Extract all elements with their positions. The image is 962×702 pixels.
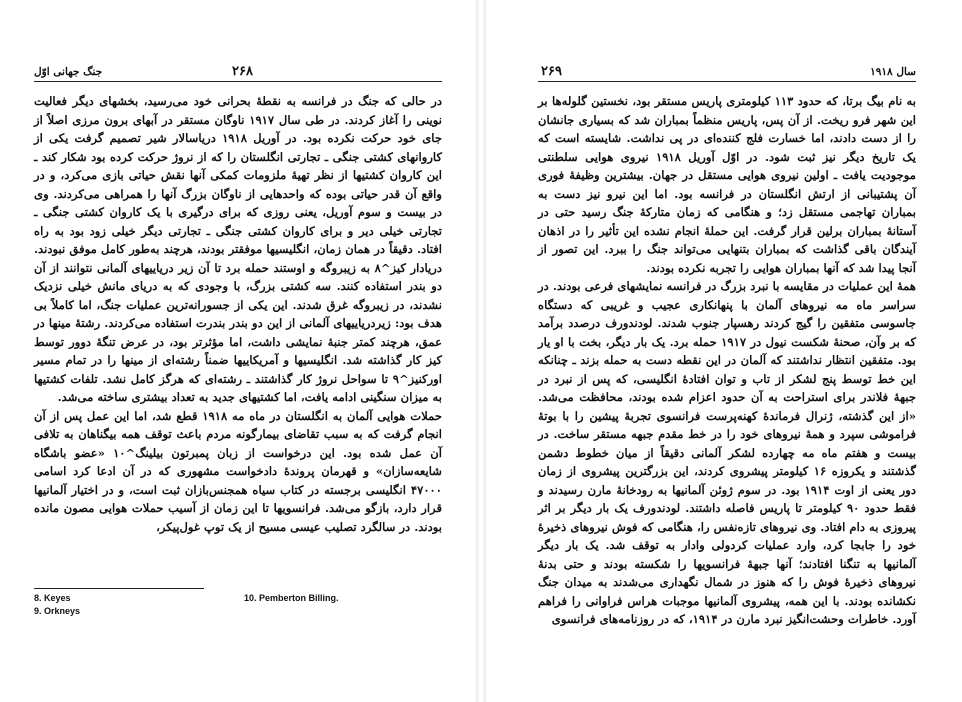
- left-paragraph-2: حملات هوایی آلمان به انگلستان در ماه مه ۱۹۱۸ قطع شد، اما این عمل پس از آن انجام گرفت که به سبب تقاضای بیمارگونه مردم باعث توقف همه بیگناهان به تلافی آن عمل شده بود. این درخواست از زبان پمبرتون بیلینگ^۱۰ «عضو باشگاه شایعه‌سازان» و قهرمان پروندهٔ دادخواست مشهوری که در آن ادعا کرد اسامی ۴۷۰۰۰ انگلیسی برجسته در کتاب سیاه همجنس‌بازان ثبت است، و در اختیار آلمانیها قرار دارد، بازگو می‌شد. فرانسویها تا این زمان از آسیب حملات هوایی مصون مانده بودند. در سالگرد تصلیب عیسی مسیح از یک توپ غول‌پیکر،: [34, 408, 442, 534]
- left-page: [0, 0, 476, 702]
- book-gutter: [476, 0, 486, 702]
- footnote-9: 9. Orkneys: [34, 606, 81, 616]
- right-paragraph-1: به نام بیگ برتا، که حدود ۱۱۳ کیلومتری پاریس مستقر بود، نخستین گلوله‌ها بر این شهر فرو ریخت. از آن پس، پاریس منظماً بمباران شد که بسیاری جانشان را از دست دادند، اما خسارت فلج کننده‌ای در پی نداشت. شایسته است که یک تاریخ دیگر نیز ثبت شود. در اوّل آوریل ۱۹۱۸ نیروی هوایی سلطنتی موجودیت یافت ـ اولین نیروی هوایی مستقل در جهان. بیشترین وظیفهٔ فوری آن پشتیبانی از ارتش انگلستان در فرانسه بود. اما این نیرو نیز دست به بمباران تهاجمی مستقل زد؛ و هنگامی که زمان متارکهٔ جنگ رسید حتی در آستانهٔ بمباران برلین قرار گرفت. این حمله‌ٔ انجام نشده این تأثیر را در اذهان آیندگان باقی گذاشت که بمباران بتنهایی می‌تواند جنگ را ببرد. این تصور از آنجا پیدا شد که آنها بمباران هوایی را تجربه نکرده بودند.: [538, 94, 916, 275]
- footnote-rule: [34, 588, 204, 589]
- right-page: [486, 0, 962, 702]
- right-page-number: ۲۶۹: [541, 64, 562, 79]
- right-paragraph-2: همهٔ این عملیات در مقایسه با نبرد بزرگ در فرانسه نمایشهای فرعی بودند. در سراسر ماه مه نیروهای آلمان با پنهانکاری عجیب و غریبی که دستگاه جاسوسی متفقین را گیج کردند رهسپار جنوب شدند. لودندورف درصدد برآمد که بر وآن، صحنهٔ شکست نیول در ۱۹۱۷ حمله برد. یک بار دیگر، بخت با او یار بود. متفقین انتظار نداشتند که آلمان در این نقطه دست به حمله بزند ـ چنانکه این خط توسط پنج لشکر از تاب و توان افتادهٔ انگلیسی، که پس از نبرد در جبههٔ فلاندر برای استراحت به آن حدود اعزام شده بودند، محافظت می‌شد. «از این گذشته، ژنرال فرماندهٔ کهنه‌پرست فرانسوی تجربهٔ پیشین را با بوتهٔ فراموشی سپرد و همهٔ نیروهای خود را در خط مقدم جبهه مستقر ساخت. در بیست و هفتم ماه مه چهارده لشکر آلمانی دقیقاً از میان خطوط دشمن گذشتند و یکروزه ۱۶ کیلومتر پیشروی کردند، این بزرگترین پیشروی از زمان دور یعنی از اوت ۱۹۱۴ بود. در سوم ژوئن آلمانیها به رودخانهٔ مارن رسیدند و فقط حدود ۹۰ کیلومتر تا پاریس فاصله داشتند. لودندورف یک بار دیگر بر اثر پیروزی به دام افتاد. وی نیروهای تازه‌نفس را، هنگامی که فوش نیروهای ذخیرهٔ خود را جابجا کرد، وارد عملیات کردولی وادار به توقف شد. یک بار دیگر آلمانیها به تنگنا افتادند؛ آنها جبههٔ فرانسویها را شکسته بودند و حتی بدنهٔ نیروهای ذخیرهٔ فوش را که هنوز در شمال نگهداری می‌شدند به میدان جنگ نکشانده بودند. با این همه، پیشروی آلمانیها موجبات هراس فراوانی را فراهم آورد. خاطرات وحشت‌انگیز نبرد مارن در ۱۹۱۴، که در روزنامه‌های فرانسوی: [538, 279, 917, 626]
- right-header-rule: [538, 81, 916, 82]
- right-page-body: [538, 92, 916, 629]
- left-page-body: [34, 92, 442, 536]
- right-page-header: [538, 66, 916, 80]
- left-header-rule: [34, 81, 442, 82]
- footnote-10: 10. Pemberton Billing.: [244, 593, 339, 603]
- right-running-title: سال ۱۹۱۸: [870, 66, 916, 78]
- left-page-header: [34, 66, 442, 80]
- left-page-number: ۲۶۸: [232, 64, 253, 79]
- footnote-8: 8. Keyes: [34, 593, 71, 603]
- left-running-title: جنگ جهانی اوّل: [34, 66, 103, 78]
- left-paragraph-1: در حالی که جنگ در فرانسه به نقطهٔ بحرانی خود می‌رسید، بخشهای دیگر فعالیت نوینی را آغاز کردند. در طی سال ۱۹۱۷ ناوگان مستقر در آبهای برون مرزی اصلاً از جای خود حرکت نکرده بود. در آوریل ۱۹۱۸ دریاسالار شیر تصمیم گرفت یکی از کاروانهای کشتی جنگی ـ تجارتی انگلستان را که از نروژ حرکت کرده بود شکار کند ـ این کاروان کشتیها از نظر تهیهٔ ملزومات کمکی آنها نقش حیاتی بازی می‌کرد، و در واقع آن قدر حیاتی بوده که واحدهایی از ناوگان بزرگ آنها را همراهی می‌کردند. وی در بیست و سوم آوریل، یعنی روزی که برای درگیری با یک کاروان کشتی جنگی ـ تجارتی خیلی دیر و برای کاروان کشتی جنگی ـ تجارتی دیگر خیلی زود بود به راه افتاد. دقیقاً در همان زمان، انگلیسیها موفقتر بودند، هرچند به‌طور کامل موفق نبودند. دریادار کیز^۸ به زیبروگه و اوستند حمله برد تا آن زیر دریاییهای آلمانی نتوانند از آن دو بندر استفاده کنند. سه کشتی بزرگ، با وجودی که به دریای مانش خیلی نزدیک نشدند، در زیبروگه غرق شدند. این یکی از جسورانه‌ترین عملیات جنگ، اما کاملاً بی هدف بود: زیردریاییهای آلمانی از این دو بندر بندرت استفاده می‌کردند. رشتهٔ مینها در عمق، هرچند کمتر جنبهٔ نمایشی داشت، اما مؤثرتر بود، در عرض تنگهٔ دوور توسط کیز کار گذاشته شد. انگلیسیها و آمریکاییها ضمناً رشته‌ای از مینها را در تمام مسیر اورکنیز^۹ تا سواحل نروژ کار گذاشتند ـ رشته‌ای که هرگز کامل نشد. تلفات کشتیها به میزان سنگینی ادامه یافت، اما کشتیهای جدید به تعداد بیشتری ساخته می‌شد.: [34, 94, 443, 404]
